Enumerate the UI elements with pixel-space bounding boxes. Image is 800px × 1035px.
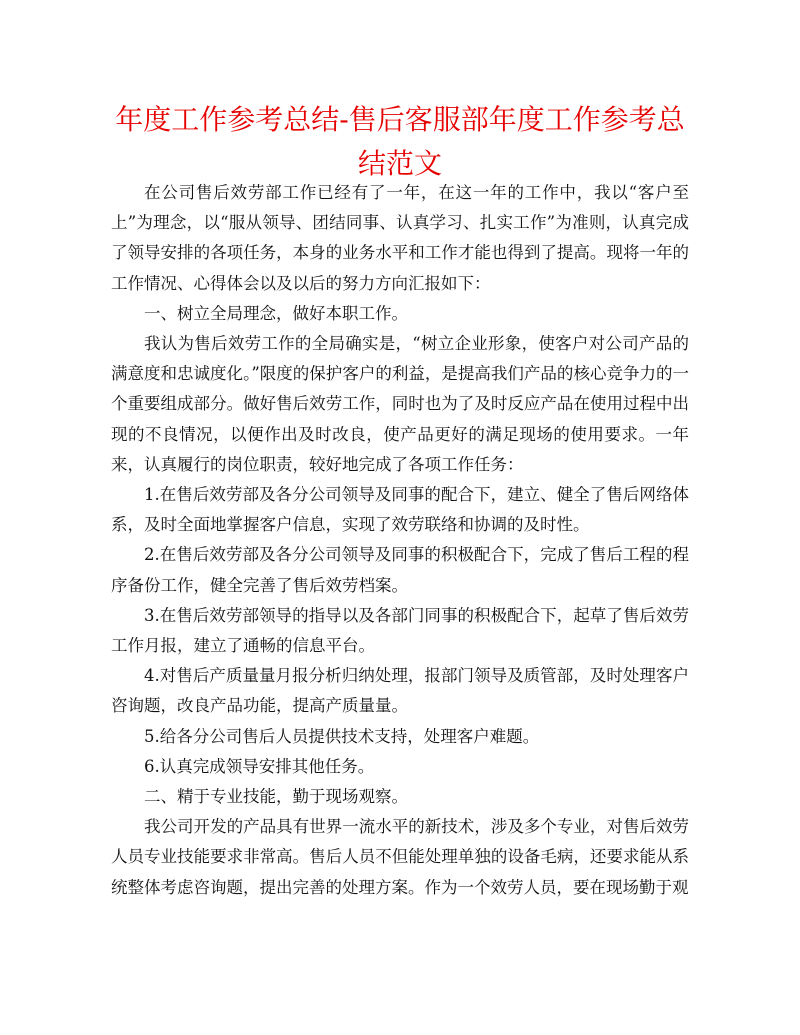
list-item-4: 4.对售后产质量量月报分析归纳处理，报部门领导及质管部，及时处理客户咨询题，改良产品功能，提高产质量量。 [111,666,689,716]
list-item-2: 2.在售后效劳部及各分公司领导及同事的积极配合下，完成了售后工程的程序备份工作，健全完善了售后效劳档案。 [111,545,689,595]
paragraph-global-view: 我认为售后效劳工作的全局确实是，“树立企业形象，使客户对公司产品的满意度和忠诚度化。”限度的保护客户的利益，是提高我们产品的核心竞争力的一个重要组成部分。做好售后效劳工作，同时也为了及时反应产品在使用过程中出现的不良情况，以便作出及时改良，使产品更好的满足现场的使用要求。一年来，认真履行的岗位职责，较好地完成了各项工作任务： [111,334,689,474]
list-item-6: 6.认真完成领导安排其他任务。 [144,756,375,776]
section-heading-2: 二、精于专业技能，勤于现场观察。 [144,787,408,807]
list-item-3: 3.在售后效劳部领导的指导以及各部门同事的积极配合下，起草了售后效劳工作月报，建立了通畅的信息平台。 [111,605,689,656]
paragraph-technical-skills: 我公司开发的产品具有世界一流水平的新技术，涉及多个专业，对售后效劳人员专业技能要求非常高。售后人员不但能处理单独的设备毛病，还要求能从系统整体考虑咨询题，提出完善的处理方案。作为一个效劳人员，要在现场勤于观 [111,817,689,897]
intro-paragraph: 在公司售后效劳部工作已经有了一年，在这一年的工作中，我以“客户至上”为理念，以“服从领导、团结同事、认真学习、扎实工作”为准则，认真完成了领导安排的各项任务，本身的业务水平和工作才能也得到了提高。现将一年的工作情况、心得体会以及以后的努力方向汇报如下： [111,183,689,293]
document-body [111,178,689,903]
list-item-1: 1.在售后效劳部及各分公司领导及同事的配合下，建立、健全了售后网络体系，及时全面地掌握客户信息，实现了效劳联络和协调的及时性。 [111,485,689,535]
document-title: 年度工作参考总结-售后客服部年度工作参考总结范文 [115,103,685,180]
section-heading-1: 一、树立全局理念，做好本职工作。 [144,303,408,323]
list-item-5: 5.给各分公司售后人员提供技术支持，处理客户难题。 [144,726,540,746]
